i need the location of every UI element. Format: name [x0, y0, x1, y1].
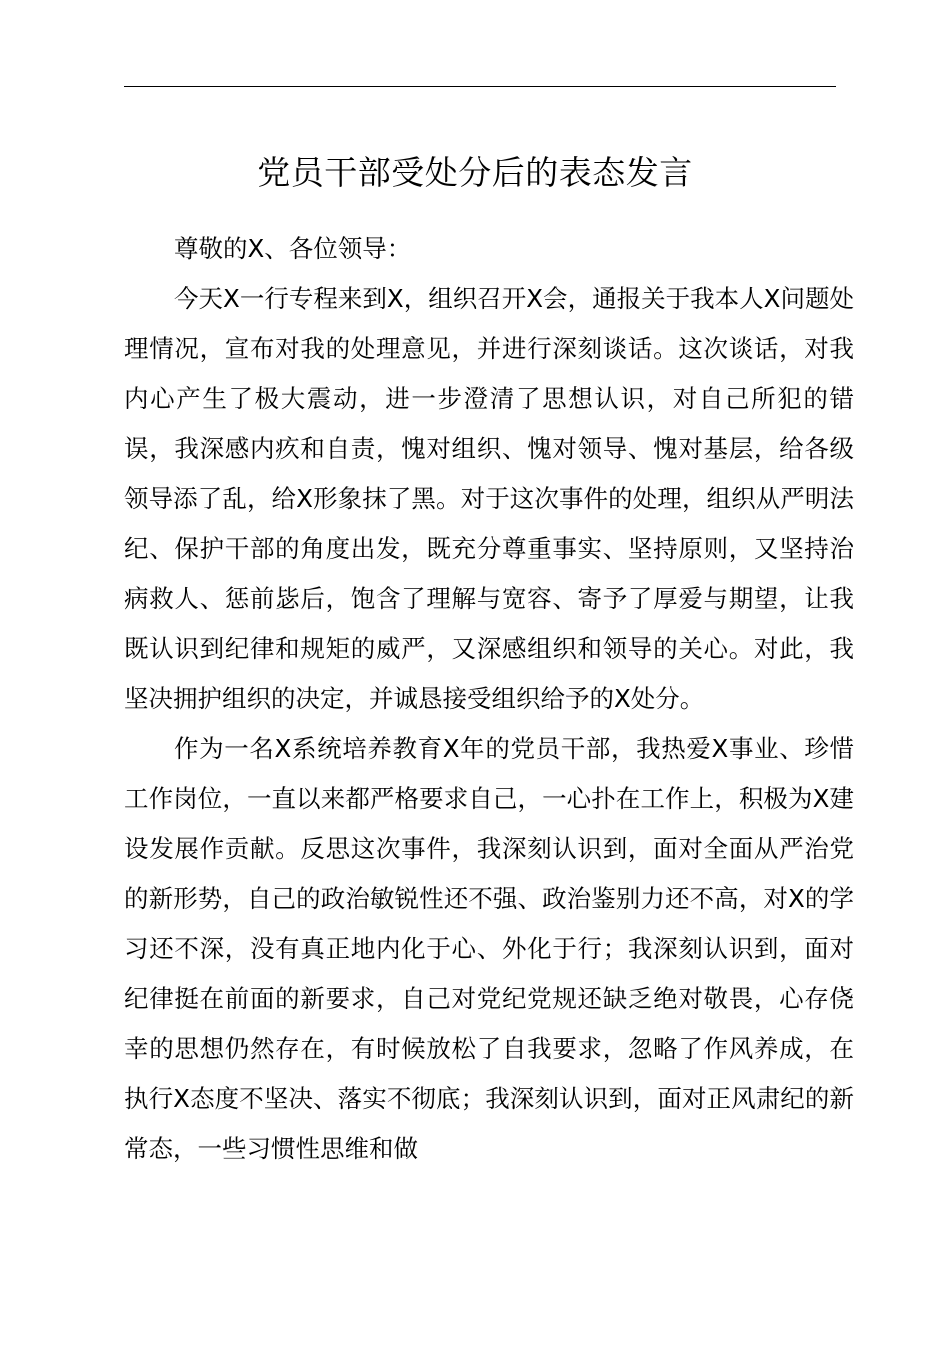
paragraph: 今天X一行专程来到X，组织召开X会，通报关于我本人X问题处理情况，宣布对我的处理意见，并进行深刻谈话。这次谈话，对我内心产生了极大震动，进一步澄清了思想认识，对自己所犯的错误，我深感内疚和自责，愧对组织、愧对领导、愧对基层，给各级领导添了乱，给X形象抹了黑。对于这次事件的处理，组织从严明法纪、保护干部的角度出发，既充分尊重事实、坚持原则，又坚持治病救人、惩前毖后，饱含了理解与宽容、寄予了厚爱与期望，让我既认识到纪律和规矩的威严，又深感组织和领导的关心。对此，我坚决拥护组织的决定，并诚恳接受组织给予的X处分。 [124, 284, 854, 713]
paragraph: 作为一名X系统培养教育X年的党员干部，我热爱X事业、珍惜工作岗位，一直以来都严格要求自己，一心扑在工作上，积极为X建设发展作贡献。反思这次事件，我深刻认识到，面对全面从严治党的新形势，自己的政治敏锐性还不强、政治鉴别力还不高，对X的学习还不深，没有真正地内化于心、外化于行；我深刻认识到，面对纪律挺在前面的新要求，自己对党纪党规还缺乏绝对敬畏，心存侥幸的思想仍然存在，有时候放松了自我要求，忽略了作风养成，在执行X态度不坚决、落实不彻底；我深刻认识到，面对正风肃纪的新常态，一些习惯性思维和做 [124, 734, 854, 1163]
header-rule [124, 86, 836, 87]
salutation: 尊敬的X、各位领导： [174, 234, 412, 263]
document-body [124, 224, 854, 1174]
document-title: 党员干部受处分后的表态发言 [257, 153, 693, 192]
